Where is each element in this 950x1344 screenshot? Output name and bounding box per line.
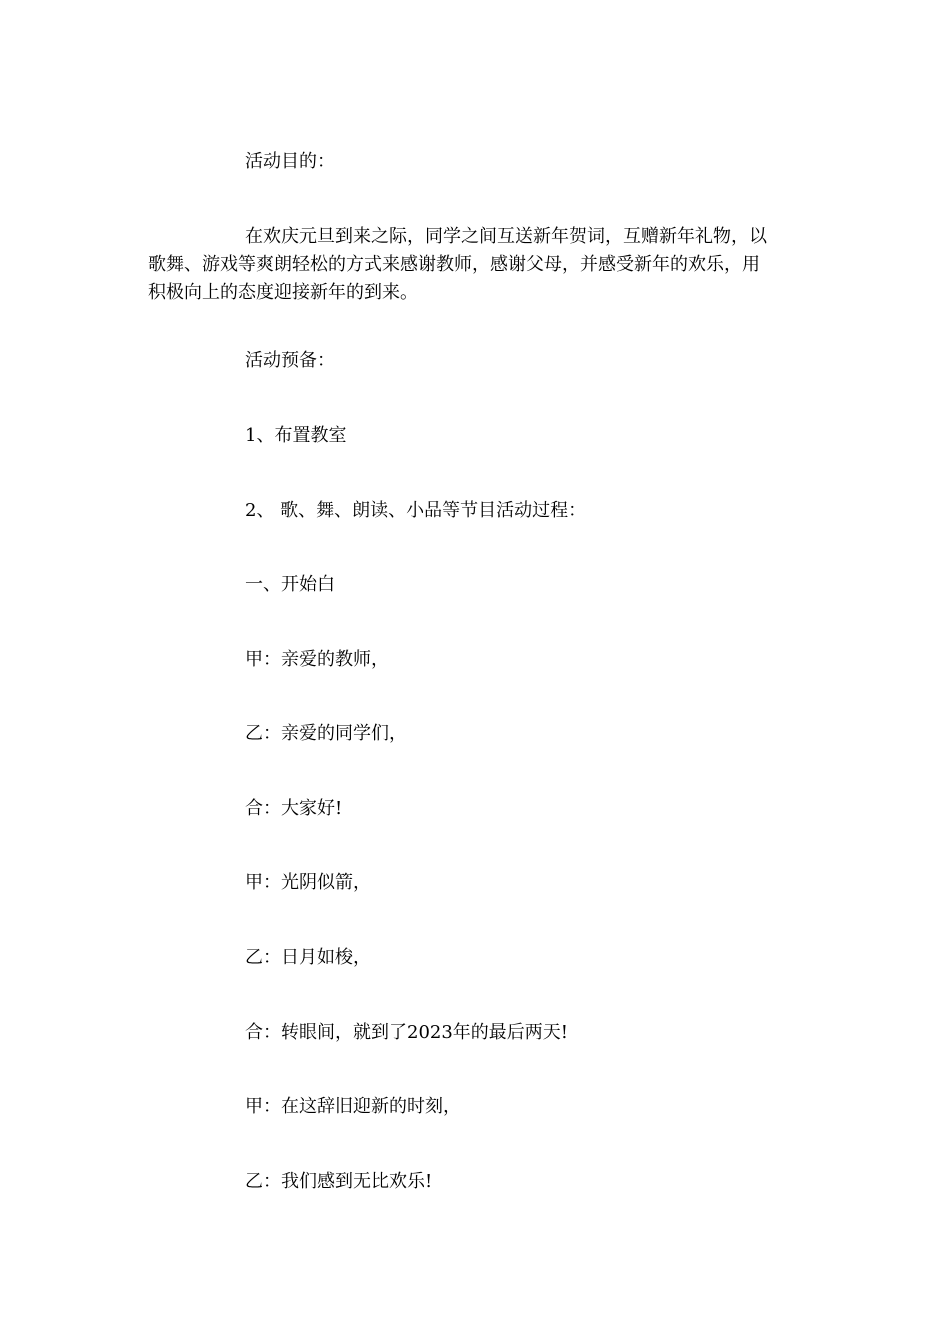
purpose-line-1: 在欢庆元旦到来之际，同学之间互送新年贺词，互赠新年礼物，以 <box>245 226 767 247</box>
dialogue-line: 乙：日月如梭， <box>245 947 371 968</box>
purpose-line-2: 歌舞、游戏等爽朗轻松的方式来感谢教师，感谢父母，并感受新年的欢乐，用 <box>148 254 760 275</box>
dialogue-line: 乙：我们感到无比欢乐! <box>245 1171 433 1192</box>
dialogue-line: 合：大家好! <box>245 798 343 819</box>
dialogue-line: 甲：在这辞旧迎新的时刻， <box>245 1096 461 1117</box>
heading-purpose: 活动目的： <box>245 151 335 172</box>
prep-item-1: 1、布置教室 <box>245 425 347 446</box>
section-opening: 一、开始白 <box>245 574 335 595</box>
purpose-line-3: 积极向上的态度迎接新年的到来。 <box>148 282 418 303</box>
dialogue-line: 合：转眼间，就到了2023年的最后两天! <box>245 1022 569 1043</box>
dialogue-line: 甲：亲爱的教师， <box>245 649 389 670</box>
heading-prep: 活动预备： <box>245 350 335 371</box>
purpose-paragraph <box>148 223 808 307</box>
dialogue-line: 乙：亲爱的同学们， <box>245 723 407 744</box>
dialogue-line: 甲：光阴似箭， <box>245 872 371 893</box>
prep-item-2: 2、 歌、舞、朗读、小品等节目活动过程： <box>245 500 587 521</box>
